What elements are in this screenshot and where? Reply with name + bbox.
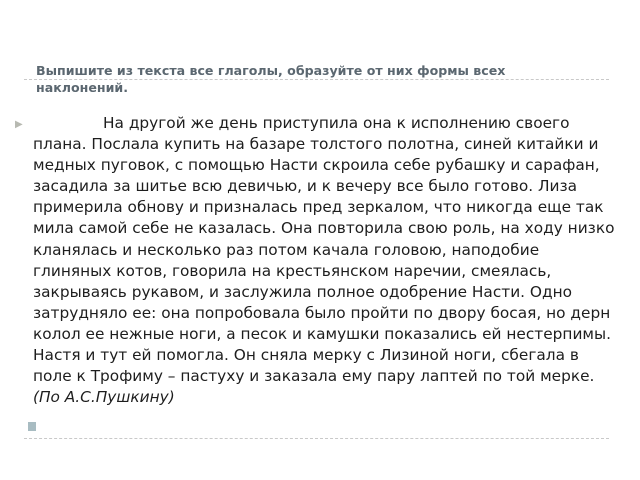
slide-title: Выпишите из текста все глаголы, образуйте от них формы всех наклонений. (36, 63, 506, 95)
square-bullet-icon (28, 422, 36, 431)
arrow-bullet-icon: ▶ (15, 119, 23, 130)
attribution: (По А.С.Пушкину) (33, 388, 175, 407)
title-divider (24, 79, 609, 80)
body-text: На другой же день приступила она к исполнению своего плана. Послала купить на базаре толстого полотна, синей китайки и медных пуговок, с помощью Насти скроила себе рубашку и сарафан, засадила за шитье всю девичью, и к вечеру все было готово. Лиза примерила обнову и призналась пред зеркалом, что никогда еще так мила самой себе не казалась. Она повторила свою роль, на ходу низко кланялась и несколько раз потом качала головою, наподобие глиняных котов, говорила на крестьянском наречии, смеялась, закрываясь рукавом, и заслужила полное одобрение Насти. Одно затрудняло ее: она попробовала было пройти по двору босая, но дерн колол ее нежные ноги, а песок и камушки показались ей нестерпимы. Настя и тут ей помогла. Он сняла мерку с Лизиной ноги, сбегала в поле к Трофиму – пастуху и заказала ему пару лаптей по той мерке. (33, 114, 615, 386)
bottom-divider (24, 438, 609, 439)
body-paragraph (33, 113, 618, 408)
